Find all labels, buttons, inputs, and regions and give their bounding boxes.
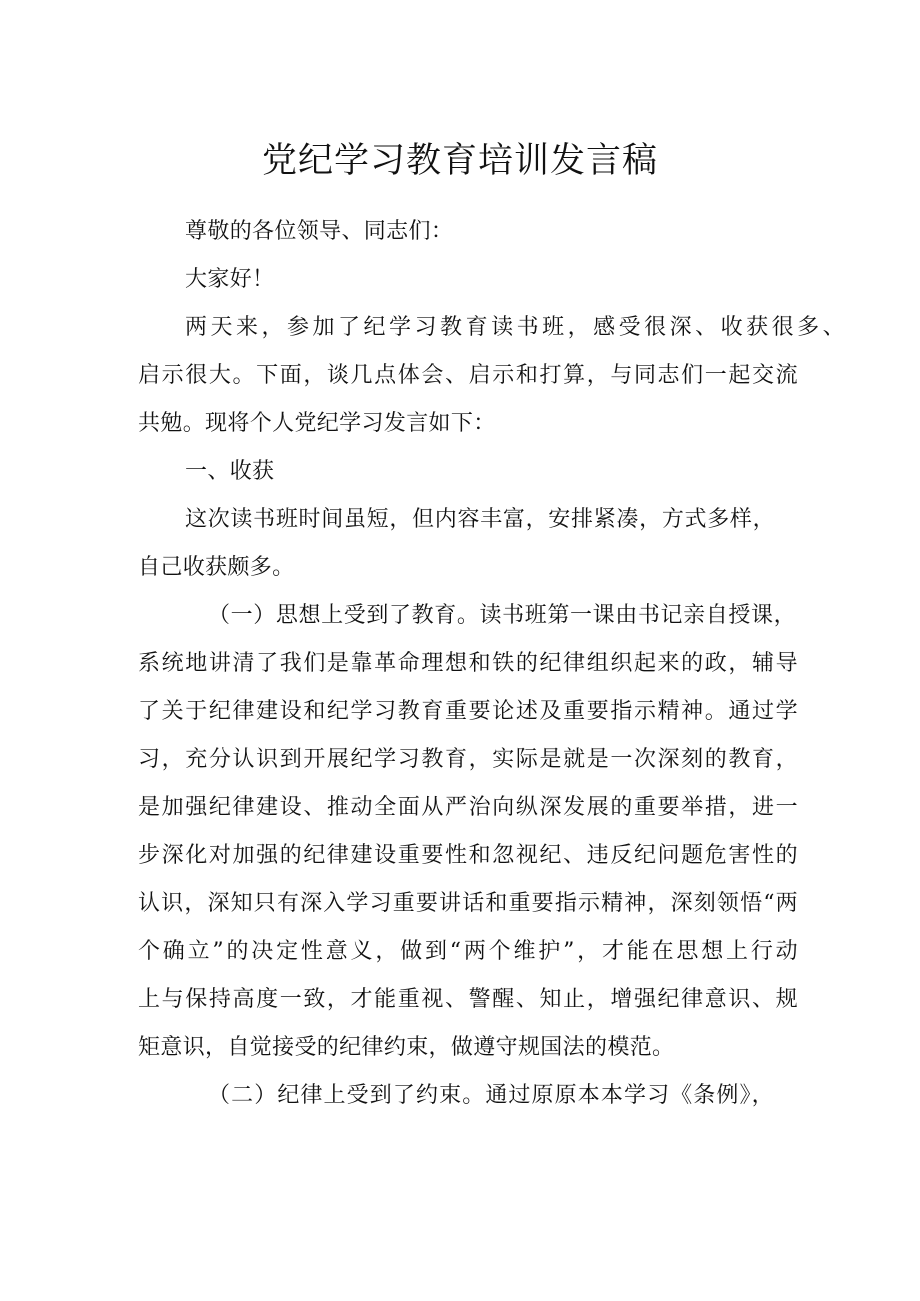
subsection-two-line: （二）纪律上受到了约束。通过原原本本学习《条例》， — [208, 1083, 774, 1108]
subsection-one-line: 了关于纪律建设和纪学习教育重要论述及重要指示精神。通过学 — [138, 699, 798, 724]
section-heading-harvest: 一、收获 — [185, 459, 275, 484]
subsection-one-line: 矩意识，自觉接受的纪律约束，做遵守规国法的模范。 — [138, 1035, 675, 1060]
intro-paragraph-line: 共勉。现将个人党纪学习发言如下： — [138, 411, 496, 436]
intro-paragraph-line: 启示很大。下面，谈几点体会、启示和打算，与同志们一起交流 — [138, 363, 798, 388]
subsection-one-line: 是加强纪律建设、推动全面从严治向纵深发展的重要举措，进一 — [138, 795, 798, 820]
subsection-one-line: 个确立”的决定性意义，做到“两个维护”，才能在思想上行动 — [138, 939, 798, 964]
subsection-one-line: 认识，深知只有深入学习重要讲话和重要指示精神，深刻领悟“两 — [138, 891, 798, 916]
subsection-one-line: 系统地讲清了我们是靠革命理想和铁的纪律组织起来的政，辅导 — [138, 651, 798, 676]
subsection-one-line: 上与保持高度一致，才能重视、警醒、知止，增强纪律意识、规 — [138, 987, 798, 1012]
subsection-one-line: （一）思想上受到了教育。读书班第一课由书记亲自授课， — [208, 603, 796, 628]
harvest-paragraph-line: 这次读书班时间虽短，但内容丰富，安排紧凑，方式多样， — [185, 507, 775, 532]
subsection-one-line: 步深化对加强的纪律建设重要性和忽视纪、违反纪问题危害性的 — [138, 843, 798, 868]
harvest-paragraph-line: 自己收获颇多。 — [138, 555, 295, 580]
document-title: 党纪学习教育培训发言稿 — [261, 141, 658, 182]
subsection-one-line: 习，充分认识到开展纪学习教育，实际是就是一次深刻的教育， — [138, 747, 798, 772]
salutation-line: 尊敬的各位领导、同志们： — [185, 219, 454, 244]
greeting-line: 大家好！ — [185, 267, 275, 292]
intro-paragraph-line: 两天来，参加了纪学习教育读书班，感受很深、收获很多、 — [185, 315, 845, 340]
